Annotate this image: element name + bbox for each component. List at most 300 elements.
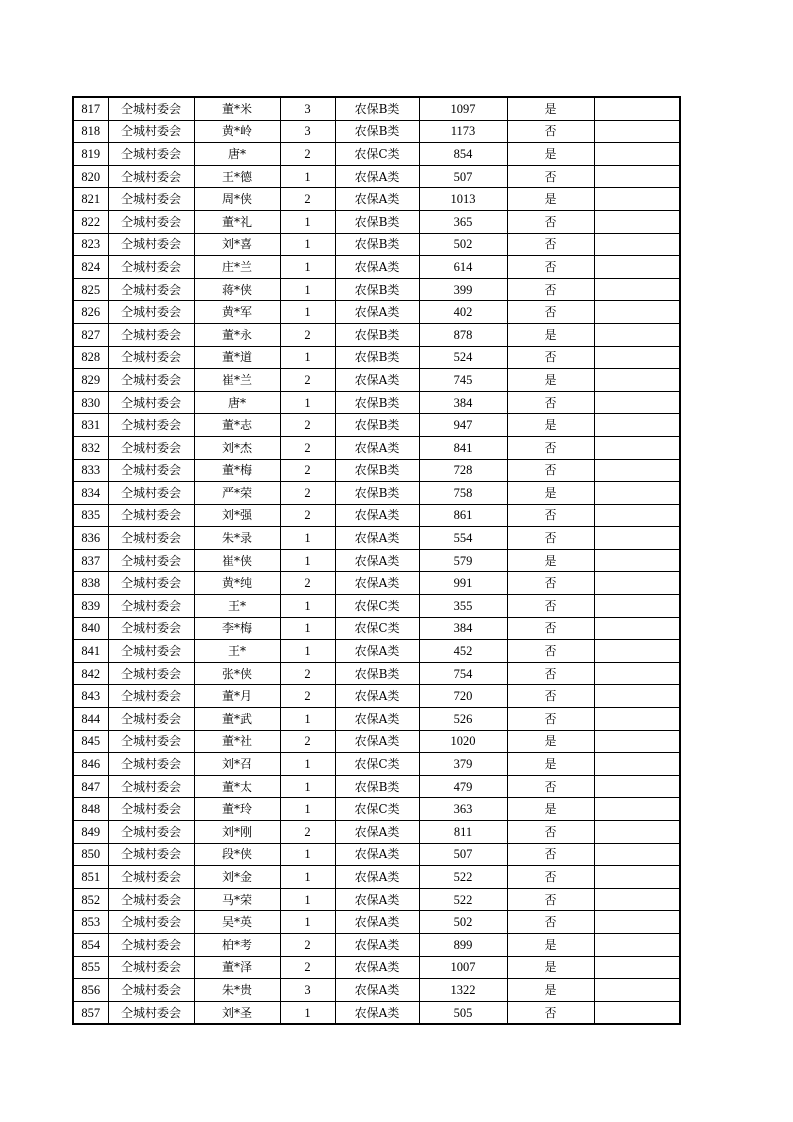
household-size-cell: 3 <box>280 979 335 1002</box>
name-cell: 董*玲 <box>194 798 280 821</box>
name-cell: 董*泽 <box>194 956 280 979</box>
table-row <box>73 527 680 550</box>
table-row <box>73 595 680 618</box>
row-number-cell: 842 <box>73 662 108 685</box>
amount-cell: 899 <box>419 933 507 956</box>
amount-cell: 1013 <box>419 188 507 211</box>
household-size-cell: 1 <box>280 278 335 301</box>
name-cell: 刘*喜 <box>194 233 280 256</box>
amount-cell: 379 <box>419 753 507 776</box>
amount-cell: 355 <box>419 595 507 618</box>
insurance-type-cell: 农保A类 <box>335 527 419 550</box>
household-size-cell: 1 <box>280 708 335 731</box>
insurance-type-cell: 农保A类 <box>335 708 419 731</box>
row-number-cell: 856 <box>73 979 108 1002</box>
flag-cell: 是 <box>507 933 594 956</box>
flag-cell: 否 <box>507 233 594 256</box>
flag-cell: 否 <box>507 595 594 618</box>
village-cell: 仝城村委会 <box>108 504 194 527</box>
amount-cell: 854 <box>419 143 507 166</box>
table-row <box>73 278 680 301</box>
insurance-type-cell: 农保B类 <box>335 210 419 233</box>
row-number-cell: 852 <box>73 888 108 911</box>
flag-cell: 否 <box>507 210 594 233</box>
remarks-cell <box>594 210 680 233</box>
row-number-cell: 857 <box>73 1001 108 1024</box>
household-size-cell: 2 <box>280 143 335 166</box>
table-row <box>73 640 680 663</box>
insurance-type-cell: 农保B类 <box>335 391 419 414</box>
row-number-cell: 841 <box>73 640 108 663</box>
table-row <box>73 979 680 1002</box>
row-number-cell: 835 <box>73 504 108 527</box>
household-size-cell: 2 <box>280 436 335 459</box>
household-size-cell: 1 <box>280 640 335 663</box>
amount-cell: 479 <box>419 775 507 798</box>
row-number-cell: 820 <box>73 165 108 188</box>
flag-cell: 否 <box>507 459 594 482</box>
amount-cell: 579 <box>419 549 507 572</box>
insurance-type-cell: 农保C类 <box>335 753 419 776</box>
table-row <box>73 775 680 798</box>
flag-cell: 否 <box>507 775 594 798</box>
name-cell: 董*梅 <box>194 459 280 482</box>
amount-cell: 452 <box>419 640 507 663</box>
amount-cell: 502 <box>419 911 507 934</box>
insurance-type-cell: 农保A类 <box>335 369 419 392</box>
flag-cell: 否 <box>507 640 594 663</box>
table-row <box>73 210 680 233</box>
flag-cell: 否 <box>507 527 594 550</box>
remarks-cell <box>594 595 680 618</box>
household-size-cell: 2 <box>280 459 335 482</box>
insurance-type-cell: 农保A类 <box>335 979 419 1002</box>
name-cell: 唐* <box>194 391 280 414</box>
flag-cell: 是 <box>507 956 594 979</box>
amount-cell: 1173 <box>419 120 507 143</box>
table-row <box>73 459 680 482</box>
amount-cell: 384 <box>419 391 507 414</box>
row-number-cell: 854 <box>73 933 108 956</box>
flag-cell: 是 <box>507 143 594 166</box>
row-number-cell: 831 <box>73 414 108 437</box>
flag-cell: 否 <box>507 1001 594 1024</box>
village-cell: 仝城村委会 <box>108 414 194 437</box>
insurance-type-cell: 农保A类 <box>335 730 419 753</box>
amount-cell: 524 <box>419 346 507 369</box>
insurance-type-cell: 农保B类 <box>335 775 419 798</box>
insurance-type-cell: 农保B类 <box>335 233 419 256</box>
household-size-cell: 1 <box>280 233 335 256</box>
amount-cell: 947 <box>419 414 507 437</box>
remarks-cell <box>594 391 680 414</box>
village-cell: 仝城村委会 <box>108 256 194 279</box>
village-cell: 仝城村委会 <box>108 346 194 369</box>
village-cell: 仝城村委会 <box>108 278 194 301</box>
insurance-type-cell: 农保A类 <box>335 301 419 324</box>
row-number-cell: 817 <box>73 97 108 120</box>
row-number-cell: 823 <box>73 233 108 256</box>
name-cell: 刘*杰 <box>194 436 280 459</box>
row-number-cell: 847 <box>73 775 108 798</box>
table-row <box>73 436 680 459</box>
flag-cell: 否 <box>507 866 594 889</box>
row-number-cell: 850 <box>73 843 108 866</box>
amount-cell: 554 <box>419 527 507 550</box>
flag-cell: 否 <box>507 436 594 459</box>
flag-cell: 是 <box>507 549 594 572</box>
amount-cell: 402 <box>419 301 507 324</box>
village-cell: 仝城村委会 <box>108 323 194 346</box>
household-size-cell: 2 <box>280 933 335 956</box>
insurance-type-cell: 农保A类 <box>335 843 419 866</box>
insurance-type-cell: 农保A类 <box>335 821 419 844</box>
insurance-type-cell: 农保B类 <box>335 482 419 505</box>
village-cell: 仝城村委会 <box>108 843 194 866</box>
flag-cell: 是 <box>507 979 594 1002</box>
remarks-cell <box>594 323 680 346</box>
table-row <box>73 911 680 934</box>
amount-cell: 720 <box>419 685 507 708</box>
row-number-cell: 818 <box>73 120 108 143</box>
table-row <box>73 323 680 346</box>
amount-cell: 365 <box>419 210 507 233</box>
row-number-cell: 849 <box>73 821 108 844</box>
village-cell: 仝城村委会 <box>108 617 194 640</box>
insurance-type-cell: 农保A类 <box>335 888 419 911</box>
row-number-cell: 821 <box>73 188 108 211</box>
remarks-cell <box>594 188 680 211</box>
name-cell: 董*太 <box>194 775 280 798</box>
table-row <box>73 482 680 505</box>
household-size-cell: 1 <box>280 617 335 640</box>
insurance-type-cell: 农保A类 <box>335 504 419 527</box>
name-cell: 董*志 <box>194 414 280 437</box>
table-row <box>73 730 680 753</box>
household-size-cell: 1 <box>280 549 335 572</box>
household-size-cell: 3 <box>280 97 335 120</box>
table-row <box>73 97 680 120</box>
remarks-cell <box>594 346 680 369</box>
flag-cell: 否 <box>507 346 594 369</box>
household-size-cell: 1 <box>280 210 335 233</box>
village-cell: 仝城村委会 <box>108 143 194 166</box>
household-size-cell: 3 <box>280 120 335 143</box>
village-cell: 仝城村委会 <box>108 979 194 1002</box>
name-cell: 刘*金 <box>194 866 280 889</box>
remarks-cell <box>594 549 680 572</box>
amount-cell: 811 <box>419 821 507 844</box>
village-cell: 仝城村委会 <box>108 233 194 256</box>
table-row <box>73 233 680 256</box>
flag-cell: 否 <box>507 572 594 595</box>
household-size-cell: 2 <box>280 685 335 708</box>
household-size-cell: 2 <box>280 572 335 595</box>
name-cell: 马*荣 <box>194 888 280 911</box>
remarks-cell <box>594 572 680 595</box>
name-cell: 董*月 <box>194 685 280 708</box>
village-cell: 仝城村委会 <box>108 120 194 143</box>
amount-cell: 841 <box>419 436 507 459</box>
remarks-cell <box>594 120 680 143</box>
insurance-type-cell: 农保A类 <box>335 436 419 459</box>
insurance-type-cell: 农保A类 <box>335 572 419 595</box>
flag-cell: 否 <box>507 504 594 527</box>
insurance-type-cell: 农保A类 <box>335 1001 419 1024</box>
household-size-cell: 2 <box>280 504 335 527</box>
amount-cell: 614 <box>419 256 507 279</box>
flag-cell: 否 <box>507 911 594 934</box>
insurance-type-cell: 农保B类 <box>335 278 419 301</box>
village-cell: 仝城村委会 <box>108 549 194 572</box>
remarks-cell <box>594 369 680 392</box>
name-cell: 董*礼 <box>194 210 280 233</box>
table-row <box>73 572 680 595</box>
remarks-cell <box>594 662 680 685</box>
flag-cell: 是 <box>507 730 594 753</box>
row-number-cell: 837 <box>73 549 108 572</box>
name-cell: 李*梅 <box>194 617 280 640</box>
row-number-cell: 833 <box>73 459 108 482</box>
row-number-cell: 840 <box>73 617 108 640</box>
name-cell: 刘*圣 <box>194 1001 280 1024</box>
name-cell: 蒋*侠 <box>194 278 280 301</box>
table-row <box>73 165 680 188</box>
row-number-cell: 845 <box>73 730 108 753</box>
name-cell: 崔*兰 <box>194 369 280 392</box>
household-size-cell: 1 <box>280 753 335 776</box>
row-number-cell: 839 <box>73 595 108 618</box>
remarks-cell <box>594 866 680 889</box>
remarks-cell <box>594 301 680 324</box>
row-number-cell: 829 <box>73 369 108 392</box>
flag-cell: 是 <box>507 97 594 120</box>
name-cell: 刘*召 <box>194 753 280 776</box>
row-number-cell: 834 <box>73 482 108 505</box>
table-row <box>73 256 680 279</box>
village-cell: 仝城村委会 <box>108 436 194 459</box>
insurance-type-cell: 农保A类 <box>335 685 419 708</box>
remarks-cell <box>594 640 680 663</box>
row-number-cell: 825 <box>73 278 108 301</box>
amount-cell: 507 <box>419 165 507 188</box>
table-row <box>73 866 680 889</box>
flag-cell: 否 <box>507 165 594 188</box>
insurance-type-cell: 农保A类 <box>335 911 419 934</box>
table-row <box>73 843 680 866</box>
row-number-cell: 824 <box>73 256 108 279</box>
village-cell: 仝城村委会 <box>108 459 194 482</box>
remarks-cell <box>594 775 680 798</box>
village-cell: 仝城村委会 <box>108 888 194 911</box>
household-size-cell: 2 <box>280 821 335 844</box>
remarks-cell <box>594 708 680 731</box>
village-cell: 仝城村委会 <box>108 933 194 956</box>
remarks-cell <box>594 482 680 505</box>
village-cell: 仝城村委会 <box>108 753 194 776</box>
remarks-cell <box>594 256 680 279</box>
amount-cell: 754 <box>419 662 507 685</box>
table-row <box>73 708 680 731</box>
remarks-cell <box>594 979 680 1002</box>
remarks-cell <box>594 233 680 256</box>
table-row <box>73 956 680 979</box>
insurance-type-cell: 农保A类 <box>335 165 419 188</box>
household-size-cell: 2 <box>280 323 335 346</box>
amount-cell: 505 <box>419 1001 507 1024</box>
table-row <box>73 753 680 776</box>
household-size-cell: 1 <box>280 301 335 324</box>
amount-cell: 745 <box>419 369 507 392</box>
village-cell: 仝城村委会 <box>108 911 194 934</box>
amount-cell: 1007 <box>419 956 507 979</box>
amount-cell: 522 <box>419 888 507 911</box>
flag-cell: 是 <box>507 414 594 437</box>
row-number-cell: 838 <box>73 572 108 595</box>
name-cell: 刘*强 <box>194 504 280 527</box>
remarks-cell <box>594 956 680 979</box>
data-table <box>72 96 681 1025</box>
household-size-cell: 2 <box>280 730 335 753</box>
name-cell: 朱*贵 <box>194 979 280 1002</box>
flag-cell: 否 <box>507 391 594 414</box>
name-cell: 朱*录 <box>194 527 280 550</box>
name-cell: 周*侠 <box>194 188 280 211</box>
flag-cell: 否 <box>507 685 594 708</box>
insurance-type-cell: 农保C类 <box>335 595 419 618</box>
row-number-cell: 830 <box>73 391 108 414</box>
household-size-cell: 1 <box>280 866 335 889</box>
name-cell: 崔*侠 <box>194 549 280 572</box>
amount-cell: 502 <box>419 233 507 256</box>
insurance-type-cell: 农保A类 <box>335 549 419 572</box>
household-size-cell: 1 <box>280 256 335 279</box>
village-cell: 仝城村委会 <box>108 210 194 233</box>
remarks-cell <box>594 459 680 482</box>
remarks-cell <box>594 504 680 527</box>
amount-cell: 991 <box>419 572 507 595</box>
insurance-type-cell: 农保C类 <box>335 798 419 821</box>
remarks-cell <box>594 933 680 956</box>
name-cell: 董*社 <box>194 730 280 753</box>
name-cell: 段*侠 <box>194 843 280 866</box>
household-size-cell: 1 <box>280 888 335 911</box>
table-row <box>73 685 680 708</box>
household-size-cell: 1 <box>280 775 335 798</box>
flag-cell: 是 <box>507 369 594 392</box>
remarks-cell <box>594 143 680 166</box>
row-number-cell: 819 <box>73 143 108 166</box>
household-size-cell: 2 <box>280 414 335 437</box>
amount-cell: 728 <box>419 459 507 482</box>
remarks-cell <box>594 821 680 844</box>
name-cell: 王* <box>194 640 280 663</box>
name-cell: 唐* <box>194 143 280 166</box>
insurance-type-cell: 农保C类 <box>335 143 419 166</box>
amount-cell: 1097 <box>419 97 507 120</box>
table-row <box>73 504 680 527</box>
table-row <box>73 549 680 572</box>
insurance-type-cell: 农保A类 <box>335 956 419 979</box>
flag-cell: 否 <box>507 662 594 685</box>
village-cell: 仝城村委会 <box>108 685 194 708</box>
household-size-cell: 1 <box>280 165 335 188</box>
row-number-cell: 851 <box>73 866 108 889</box>
household-size-cell: 2 <box>280 956 335 979</box>
amount-cell: 384 <box>419 617 507 640</box>
name-cell: 董*武 <box>194 708 280 731</box>
remarks-cell <box>594 911 680 934</box>
insurance-type-cell: 农保A类 <box>335 188 419 211</box>
flag-cell: 是 <box>507 323 594 346</box>
village-cell: 仝城村委会 <box>108 1001 194 1024</box>
village-cell: 仝城村委会 <box>108 97 194 120</box>
insurance-type-cell: 农保A类 <box>335 933 419 956</box>
name-cell: 黄*纯 <box>194 572 280 595</box>
name-cell: 董*永 <box>194 323 280 346</box>
village-cell: 仝城村委会 <box>108 595 194 618</box>
table-row <box>73 617 680 640</box>
name-cell: 董*道 <box>194 346 280 369</box>
row-number-cell: 855 <box>73 956 108 979</box>
household-size-cell: 1 <box>280 595 335 618</box>
row-number-cell: 846 <box>73 753 108 776</box>
flag-cell: 否 <box>507 617 594 640</box>
name-cell: 柏*考 <box>194 933 280 956</box>
remarks-cell <box>594 278 680 301</box>
table-row <box>73 888 680 911</box>
name-cell: 王* <box>194 595 280 618</box>
name-cell: 严*荣 <box>194 482 280 505</box>
table-row <box>73 933 680 956</box>
amount-cell: 1322 <box>419 979 507 1002</box>
amount-cell: 1020 <box>419 730 507 753</box>
flag-cell: 否 <box>507 843 594 866</box>
flag-cell: 否 <box>507 301 594 324</box>
flag-cell: 否 <box>507 888 594 911</box>
row-number-cell: 844 <box>73 708 108 731</box>
name-cell: 董*米 <box>194 97 280 120</box>
row-number-cell: 826 <box>73 301 108 324</box>
flag-cell: 否 <box>507 708 594 731</box>
flag-cell: 是 <box>507 188 594 211</box>
name-cell: 吴*英 <box>194 911 280 934</box>
village-cell: 仝城村委会 <box>108 662 194 685</box>
row-number-cell: 832 <box>73 436 108 459</box>
insurance-type-cell: 农保B类 <box>335 323 419 346</box>
insurance-type-cell: 农保A类 <box>335 866 419 889</box>
village-cell: 仝城村委会 <box>108 369 194 392</box>
village-cell: 仝城村委会 <box>108 798 194 821</box>
row-number-cell: 822 <box>73 210 108 233</box>
table-row <box>73 798 680 821</box>
village-cell: 仝城村委会 <box>108 775 194 798</box>
village-cell: 仝城村委会 <box>108 482 194 505</box>
household-size-cell: 2 <box>280 482 335 505</box>
remarks-cell <box>594 527 680 550</box>
remarks-cell <box>594 617 680 640</box>
table-row <box>73 369 680 392</box>
remarks-cell <box>594 843 680 866</box>
flag-cell: 是 <box>507 798 594 821</box>
village-cell: 仝城村委会 <box>108 391 194 414</box>
village-cell: 仝城村委会 <box>108 527 194 550</box>
village-cell: 仝城村委会 <box>108 956 194 979</box>
household-size-cell: 2 <box>280 662 335 685</box>
amount-cell: 507 <box>419 843 507 866</box>
household-size-cell: 1 <box>280 798 335 821</box>
village-cell: 仝城村委会 <box>108 821 194 844</box>
